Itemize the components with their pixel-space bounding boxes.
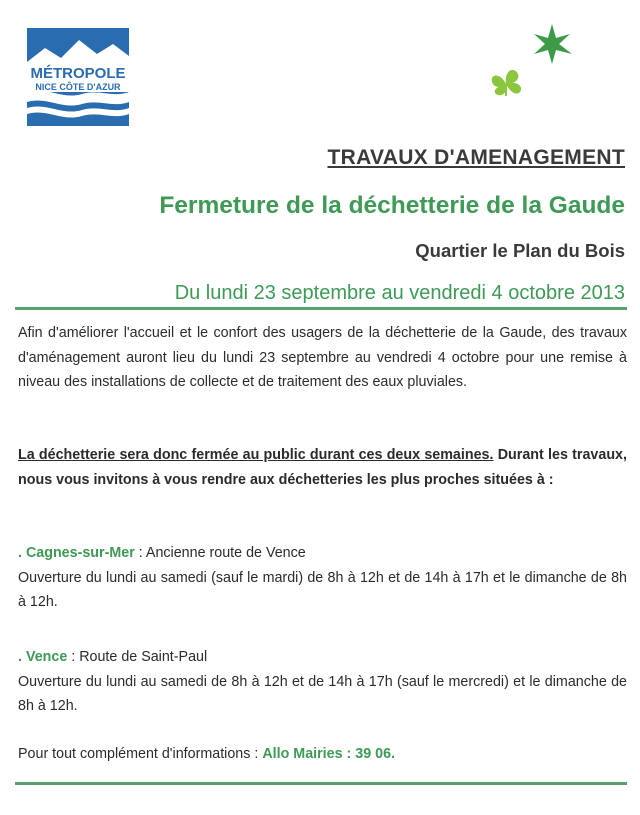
- closure-paragraph: [18, 443, 627, 492]
- site-cagnes: [18, 541, 627, 615]
- closure-notice: La déchetterie sera donc fermée au public durant ces deux semaines.: [18, 447, 494, 463]
- site-hours: Ouverture du lundi au samedi de 8h à 12h et de 14h à 17h (sauf le mercredi) et le dimanche de 8h à 12h.: [18, 673, 627, 714]
- site-hours: Ouverture du lundi au samedi (sauf le mardi) de 8h à 12h et de 14h à 17h et le dimanche de 8h à 12h.: [18, 569, 627, 610]
- site-name: . Cagnes-sur-Mer: [18, 545, 135, 561]
- site-name: . Vence: [18, 649, 68, 665]
- document-title: TRAVAUX D'AMENAGEMENT: [327, 146, 625, 169]
- site-header: [18, 645, 627, 670]
- logo-line2: NICE CÔTE D'AZUR: [35, 82, 121, 92]
- metropole-logo: [27, 28, 129, 126]
- top-divider: [15, 307, 627, 310]
- date-range-heading: Du lundi 23 septembre au vendredi 4 octobre 2013: [174, 282, 625, 304]
- bottom-divider: [15, 782, 627, 785]
- info-line: [18, 742, 627, 767]
- district-heading: Quartier le Plan du Bois: [415, 240, 625, 261]
- intro-paragraph: Afin d'améliorer l'accueil et le confort des usagers de la déchetterie de la Gaude, des travaux d'aménagement auront lieu du lundi 23 septembre au vendredi 4 octobre pour une remise à niveau des installations de collecte et de traitement des eaux pluviales.: [18, 325, 627, 390]
- site-address: : Ancienne route de Vence: [134, 545, 306, 561]
- info-label: Pour tout complément d'informations :: [18, 746, 263, 762]
- leaves-decoration-icon: [480, 20, 580, 105]
- invite-text: Durant les travaux, nous vous invitons à vous rendre aux déchetteries les plus proches situées à :: [18, 447, 627, 488]
- document-subtitle: Fermeture de la déchetterie de la Gaude: [159, 192, 625, 219]
- site-address: : Route de Saint-Paul: [67, 649, 208, 665]
- site-vence: [18, 645, 627, 719]
- info-phone: Allo Mairies : 39 06.: [262, 746, 396, 762]
- site-header: [18, 541, 627, 566]
- logo-line1: MÉTROPOLE: [30, 65, 126, 82]
